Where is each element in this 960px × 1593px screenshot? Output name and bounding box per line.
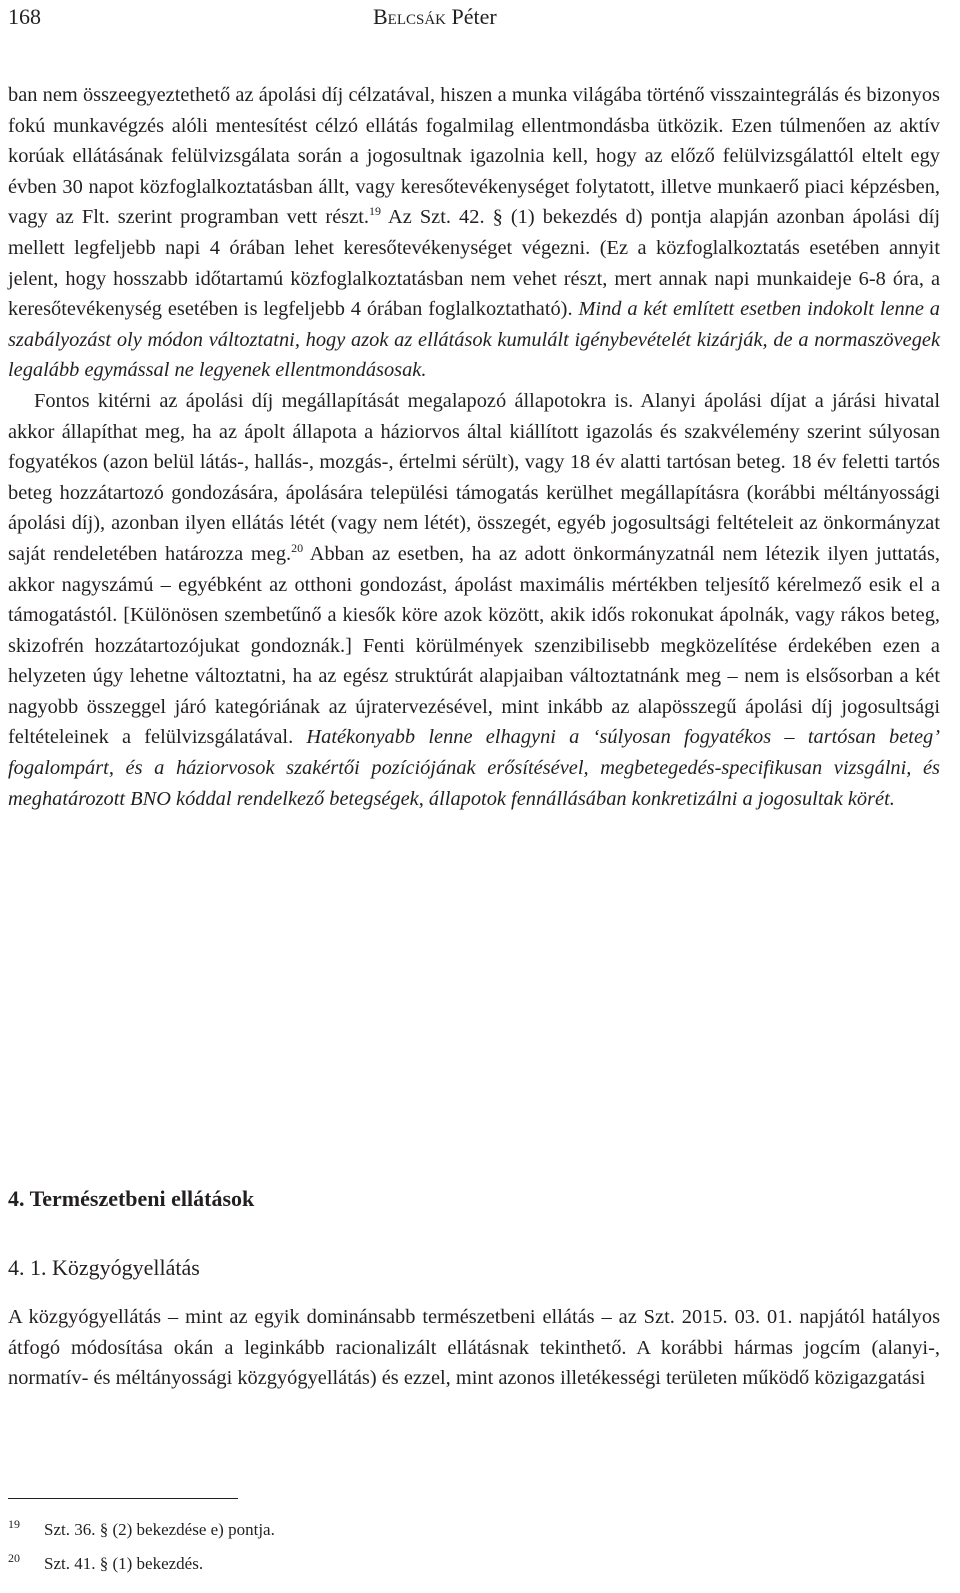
page-number: 168 [8, 4, 41, 29]
section-heading: 4. Természetbeni ellátások [8, 1186, 255, 1211]
body-text-2 [8, 1302, 940, 1394]
author-given-name: Péter [451, 4, 497, 29]
footnotes [8, 1513, 908, 1581]
paragraph-1-text-a: ban nem összeegyeztethető az ápolási díj célzatával, hiszen a munka világába történő visszaintegrálás és bizonyos fokú munkavégzés alóli mentesítést célzó ellátás fogalmilag ellentmondásba ütközik. Ezen túlmenően az aktív korúak ellátásának felülvizsgálata során a jogosultnak igazolnia kell, hogy az előző felülvizsgálattól eltelt egy évben 30 napot közfoglalkoztatásban állt, vagy keresőtevékenységet folytatott, illetve munkaerő piaci képzésben, vagy az Flt. szerint programban vett részt. [8, 84, 940, 229]
footnote-text: Szt. 36. § (2) bekezdése e) pontja. [44, 1520, 275, 1539]
subsection-heading: 4. 1. Közgyógyellátás [8, 1255, 200, 1280]
footnote-text: Szt. 41. § (1) bekezdés. [44, 1554, 204, 1573]
paragraph-2-italic: Hatékonyabb lenne elhagyni a ‘súlyosan fogyatékos – tartósan beteg’ fogalompárt, és a háziorvosok szakértői pozíciójának erősítésével, megbetegedés-specifikusan vizsgálni, és meghatározott BNO kóddal rendelkező betegségek, állapotok fennállásában konkretizálni a jogosultak körét. [8, 726, 941, 810]
paragraph-1 [8, 80, 940, 386]
paragraph-1-text-b: Az Szt. 42. § (1) bekezdés d) pontja alapján azonban ápolási díj mellett legfeljebb napi 4 órában lehet keresőtevékenységet végezni. (Ez a közfoglalkoztatás esetében annyit jelent, hogy hosszabb időtartamú közfoglalkoztatásban nem vehet részt, mert annak napi munkaideje 6-8 óra, a keresőtevékenység esetében is legfeljebb 4 órában foglalkoztatható). [8, 206, 940, 321]
paragraph-1-italic: Mind a két említett esetben indokolt lenne a szabályozást oly módon változtatni, hogy azok az ellátások kumulált igénybevételét kizárják, de a normaszövegek legalább egymással ne legyenek ellentmondásosak. [8, 298, 940, 382]
paragraph-2-text-a: Fontos kitérni az ápolási díj megállapítását megalapozó állapotokra is. Alanyi ápolási díjat a járási hivatal akkor állapíthat meg, ha az ápolt állapota a háziorvos által kiállított igazolás és szakvélemény szerint súlyosan fogyatékos (azon belül látás-, hallás-, mozgás-, értelmi sérült), vagy 18 év alatti tartósan beteg. 18 év feletti tartós beteg hozzátartozó gondozására, ápolására települési támogatás kerülhet megállapításra (korábbi méltányossági ápolási díj), azonban ilyen ellátás létét (vagy nem létét), összegét, egyéb jogosultsági feltételeit az önkormányzat saját rendeletében határozza meg. [8, 389, 940, 565]
footnote-number: 20 [8, 1551, 20, 1565]
body-text [8, 80, 940, 814]
paragraph-3: A közgyógyellátás – mint az egyik dominánsabb természetbeni ellátás – az Szt. 2015. 03. 01. napjától hatályos átfogó módosítása okán a leginkább racionalizált ellátásnak tekinthető. A korábbi hármas jogcím (alanyi-, normatív- és méltányossági közgyógyellátás) és ezzel, mint azonos illetékességi területen működő közigazgatási [8, 1306, 940, 1390]
page-header [8, 2, 946, 32]
footnote-ref-19: 19 [369, 204, 382, 219]
footnote-19 [8, 1513, 908, 1547]
paragraph-2 [8, 386, 940, 814]
author-surname: Belcsák [373, 4, 447, 29]
running-head [373, 2, 497, 32]
footnote-number: 19 [8, 1517, 20, 1531]
footnote-ref-20: 20 [291, 540, 304, 555]
footnote-20 [8, 1547, 908, 1581]
footnote-rule [8, 1498, 238, 1499]
paragraph-2-text-b: Abban az esetben, ha az adott önkormányzatnál nem létezik ilyen juttatás, akkor nagyszámú – egyébként az otthoni gondozást, ápolást maximális mértékben teljesítő kérelmező esik el a támogatástól. [Különösen szembetűnő a kiesők köre azok között, akik idős rokonukat ápolnák, vagy rákos beteg, skizofrén hozzátartozójukat gondoznák.] Fenti körülmények szenzibilisebb megközelítése érdekében ezen a helyzeten úgy lehetne változtatni, ha az egész struktúrát alapjaiban változtatnánk meg – nem is elsősorban a két nagyobb összeggel járó kategóriának az újratervezésével, mint inkább az alapösszegű ápolási díj jogosultsági feltételeinek a felülvizsgálatával. [8, 542, 940, 749]
